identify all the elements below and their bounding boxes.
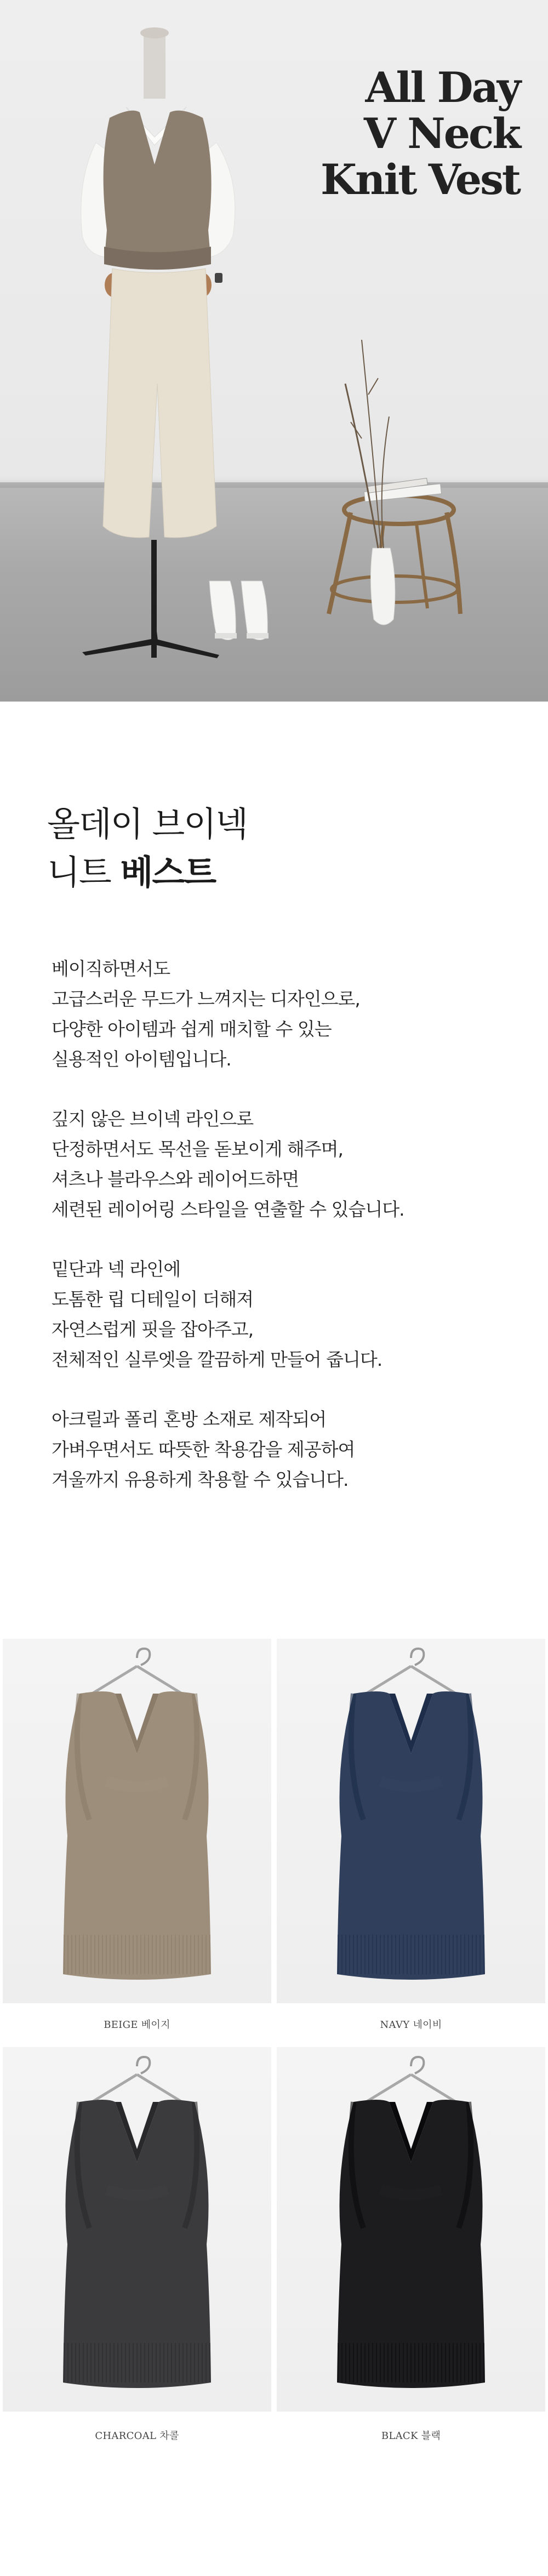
mannequin-stand	[82, 540, 219, 658]
description-line: 베이직하면서도	[52, 958, 170, 979]
description-line: 자연스럽게 핏을 잡아주고,	[52, 1319, 254, 1340]
vest-photo	[277, 2047, 545, 2412]
hero-title-line: Knit Vest	[321, 155, 520, 204]
description-line: 단정하면서도 목선을 돋보이게 해주며,	[52, 1138, 344, 1160]
hanger-icon	[85, 2057, 189, 2106]
headline-line-2	[47, 848, 247, 897]
color-options-grid	[0, 1639, 548, 2571]
description-paragraph	[52, 954, 523, 1074]
description-line: 도톰한 립 디테일이 더해져	[52, 1289, 254, 1310]
description-line: 셔츠나 블라우스와 레이어드하면	[52, 1169, 299, 1190]
color-caption: BLACK 블랙	[381, 2430, 441, 2442]
description-paragraph	[52, 1104, 523, 1224]
headline-line-2-regular: 니트	[47, 852, 121, 892]
description-line: 가벼우면서도 따뜻한 착용감을 제공하여	[52, 1439, 355, 1460]
description-line: 밑단과 넥 라인에	[52, 1258, 181, 1280]
description-line: 전체적인 실루엣을 깔끔하게 만들어 줍니다.	[52, 1349, 383, 1370]
description-line: 고급스러운 무드가 느껴지는 디자인으로,	[52, 988, 360, 1010]
hero-title-line: All Day	[365, 63, 520, 112]
sneakers	[209, 581, 269, 640]
headline-line-1: 올데이 브이넥	[47, 804, 248, 844]
trousers	[103, 269, 216, 538]
vase-with-branches	[345, 340, 395, 625]
product-description	[52, 954, 523, 1524]
description-line: 세련된 레이어링 스타일을 연출할 수 있습니다.	[52, 1199, 404, 1220]
description-line: 다양한 아이템과 쉽게 매치할 수 있는	[52, 1018, 332, 1040]
hero-image	[0, 0, 548, 702]
hero-title-line: V Neck	[363, 109, 520, 158]
product-headline	[47, 800, 247, 897]
vest-photo	[277, 1639, 545, 2003]
description-line: 실용적인 아이템입니다.	[52, 1048, 231, 1070]
vest-photo	[3, 2047, 271, 2412]
description-paragraph	[52, 1404, 523, 1495]
vest-photo	[3, 1639, 271, 2003]
hanger-icon	[359, 2057, 463, 2106]
hero-title	[321, 65, 520, 203]
color-caption: BEIGE 베이지	[104, 2019, 170, 2031]
color-caption: CHARCOAL 차콜	[95, 2430, 179, 2442]
color-card-charcoal	[3, 2047, 271, 2412]
description-line: 깊지 않은 브이넥 라인으로	[52, 1108, 254, 1130]
color-caption: NAVY 네이비	[380, 2019, 442, 2031]
color-card-beige	[3, 1639, 271, 2003]
description-line: 겨울까지 유용하게 착용할 수 있습니다.	[52, 1469, 349, 1490]
description-line: 아크릴과 폴리 혼방 소재로 제작되어	[52, 1409, 327, 1430]
color-card-black	[277, 2047, 545, 2412]
hanger-icon	[359, 1649, 463, 1698]
description-paragraph	[52, 1254, 523, 1375]
color-card-navy	[277, 1639, 545, 2003]
hanger-icon	[85, 1649, 189, 1698]
headline-line-2-bold: 베스트	[120, 852, 216, 892]
